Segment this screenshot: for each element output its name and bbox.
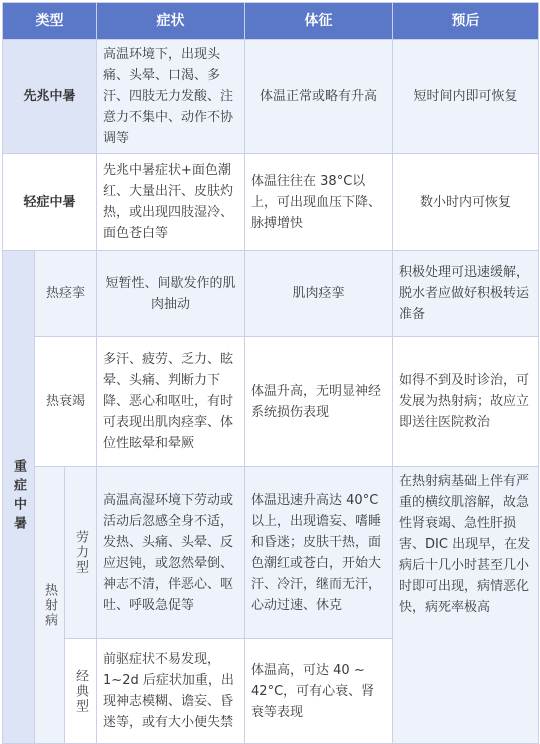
type-prodromal: 先兆中暑 <box>3 40 97 154</box>
signs-cramp: 肌肉痉挛 <box>245 251 393 337</box>
signs-mild: 体温往往在 38°C以上，可出现血压下降、脉搏增快 <box>245 154 393 251</box>
table-row-cramp <box>3 251 539 337</box>
type-stroke: 热射病 <box>35 467 65 744</box>
type-exertional: 劳力型 <box>65 467 97 639</box>
symptoms-mild: 先兆中暑症状+面色潮红、大量出汗、皮肤灼热，或出现四肢湿冷、面色苍白等 <box>97 154 245 251</box>
header-symptoms: 症状 <box>97 3 245 40</box>
signs-exhaustion: 体温升高，无明显神经系统损伤表现 <box>245 337 393 467</box>
symptoms-cramp: 短暂性、间歇发作的肌肉抽动 <box>97 251 245 337</box>
table-row-exhaustion <box>3 337 539 467</box>
table-row-exertional <box>3 467 539 639</box>
symptoms-prodromal: 高温环境下，出现头痛、头晕、口渴、多汗、四肢无力发酸、注意力不集中、动作不协调等 <box>97 40 245 154</box>
prognosis-exhaustion: 如得不到及时诊治，可发展为热射病；故应立即送往医院救治 <box>393 337 539 467</box>
prognosis-prodromal: 短时间内即可恢复 <box>393 40 539 154</box>
type-cramp: 热痉挛 <box>35 251 97 337</box>
type-classic: 经典型 <box>65 639 97 744</box>
header-type: 类型 <box>3 3 97 40</box>
header-prognosis: 预后 <box>393 3 539 40</box>
symptoms-classic: 前驱症状不易发现，1~2d 后症状加重，出现神志模糊、谵妄、昏迷等，或有大小便失禁 <box>97 639 245 744</box>
heatstroke-table-container <box>2 2 538 740</box>
table-row-prodromal <box>3 40 539 154</box>
table-header-row <box>3 3 539 40</box>
signs-exertional: 体温迅速升高达 40°C 以上，出现谵妄、嗜睡和昏迷；皮肤干热，面色潮红或苍白，开始大汗、冷汗，继而无汗，心动过速、休克 <box>245 467 393 639</box>
symptoms-exertional: 高温高湿环境下劳动或活动后忽感全身不适，发热、头痛、头晕、反应迟钝，或忽然晕倒、神志不清，伴恶心、呕吐、呼吸急促等 <box>97 467 245 639</box>
header-signs: 体征 <box>245 3 393 40</box>
type-mild: 轻症中暑 <box>3 154 97 251</box>
heatstroke-table <box>2 2 539 744</box>
signs-classic: 体温高，可达 40 ~ 42°C，可有心衰、肾衰等表现 <box>245 639 393 744</box>
symptoms-exhaustion: 多汗、疲劳、乏力、眩晕、头痛、判断力下降、恶心和呕吐，有时可表现出肌肉痉挛、体位性眩晕和晕厥 <box>97 337 245 467</box>
table-row-mild <box>3 154 539 251</box>
type-exhaustion: 热衰竭 <box>35 337 97 467</box>
prognosis-cramp: 积极处理可迅速缓解，脱水者应做好积极转运准备 <box>393 251 539 337</box>
prognosis-mild: 数小时内可恢复 <box>393 154 539 251</box>
prognosis-exertional: 在热射病基础上伴有严重的横纹肌溶解，故急性肾衰竭、急性肝损害、DIC 出现早，在发病后十几小时甚至几小时即可出现，病情恶化快，病死率极高 <box>393 467 539 744</box>
type-severe: 重症中暑 <box>3 251 35 744</box>
signs-prodromal: 体温正常或略有升高 <box>245 40 393 154</box>
